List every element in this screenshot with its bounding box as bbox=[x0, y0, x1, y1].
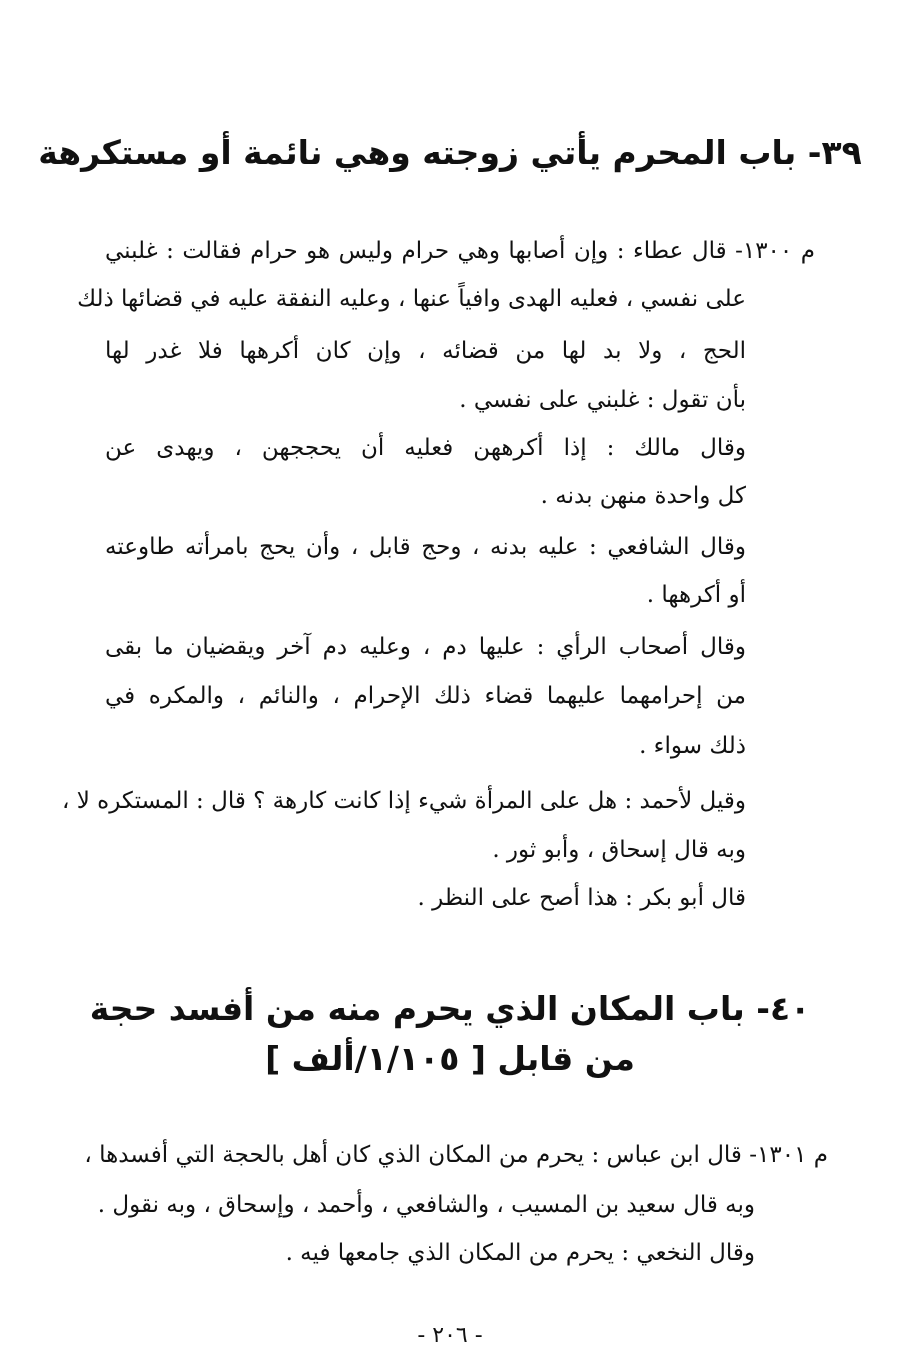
chapter-40-title-line-1: ٤٠- باب المكان الذي يحرم منه من أفسد حجة bbox=[89, 989, 811, 1028]
entry-1300-line-2: على نفسي ، فعليه الهدى وافياً عنها ، وعليه النفقة عليه في قضائها ذلك bbox=[77, 286, 746, 312]
entry-1300-line-13: وبه قال إسحاق ، وأبو ثور . bbox=[492, 837, 746, 863]
entry-1301-line-1: م ١٣٠١- قال ابن عباس : يحرم من المكان الذي كان أهل بالحجة التي أفسدها ، bbox=[84, 1142, 828, 1168]
entry-1300-line-5: وقال مالك : إذا أكرههن فعليه أن يحججهن ، ويهدى عن bbox=[105, 435, 746, 461]
entry-1300-line-9: وقال أصحاب الرأي : عليها دم ، وعليه دم آخر ويقضيان ما بقى bbox=[105, 634, 746, 660]
chapter-40-title-line-2: من قابل [ ١/١٠٥/ألف ] bbox=[265, 1039, 635, 1078]
entry-1301-line-3: وقال النخعي : يحرم من المكان الذي جامعها فيه . bbox=[285, 1240, 755, 1266]
entry-1300-line-8: أو أكرهها . bbox=[646, 582, 746, 608]
entry-1300-line-7: وقال الشافعي : عليه بدنه ، وحج قابل ، وأن يحج بامرأته طاوعته bbox=[105, 534, 746, 560]
entry-1300-line-4: بأن تقول : غلبني على نفسي . bbox=[459, 387, 746, 413]
entry-1300-line-12: وقيل لأحمد : هل على المرأة شيء إذا كانت كارهة ؟ قال : المستكره لا ، bbox=[61, 788, 746, 814]
entry-1300-line-6: كل واحدة منهن بدنه . bbox=[540, 483, 746, 509]
entry-1300-line-14: قال أبو بكر : هذا أصح على النظر . bbox=[417, 885, 746, 911]
page-number: - ٢٠٦ - bbox=[417, 1323, 483, 1348]
chapter-39-title: ٣٩- باب المحرم يأتي زوجته وهي نائمة أو مستكرهة bbox=[38, 133, 862, 172]
entry-1301-line-2: وبه قال سعيد بن المسيب ، والشافعي ، وأحمد ، وإسحاق ، وبه نقول . bbox=[97, 1192, 755, 1218]
entry-1300-line-3: الحج ، ولا بد لها من قضائه ، وإن كان أكرهها فلا غدر لها bbox=[105, 338, 746, 364]
entry-1300-line-1: م ١٣٠٠- قال عطاء : وإن أصابها وهي حرام وليس هو حرام فقالت : غلبني bbox=[105, 238, 815, 264]
entry-1300-line-11: ذلك سواء . bbox=[639, 733, 746, 759]
entry-1300-line-10: من إحرامهما عليهما قضاء ذلك الإحرام ، والنائم ، والمكره في bbox=[105, 683, 746, 709]
